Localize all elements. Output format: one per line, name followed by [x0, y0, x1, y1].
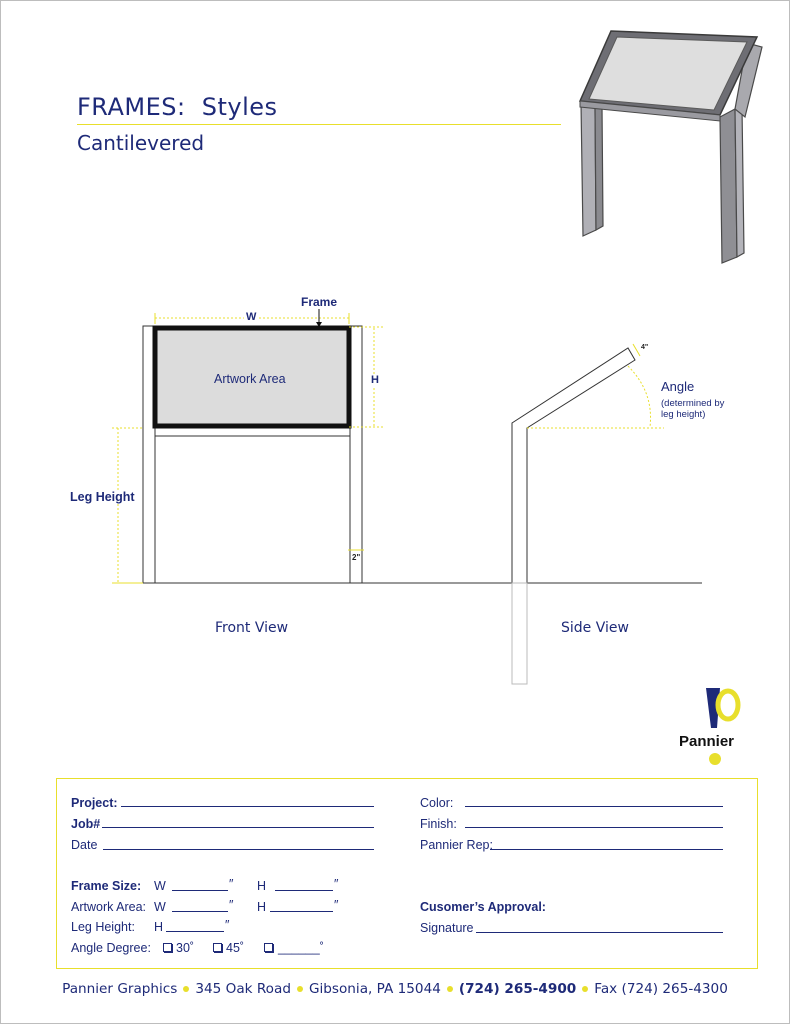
project-label: Project:: [71, 796, 118, 810]
angle-custom-field[interactable]: ______˚: [278, 941, 324, 955]
frame-size-h-field[interactable]: [275, 890, 333, 891]
artwork-w-field[interactable]: [172, 911, 228, 912]
footer-dot: [183, 986, 189, 992]
angle-30-label: 30˚: [176, 941, 195, 955]
footer: [0, 981, 790, 997]
footer-company: Pannier Graphics: [62, 981, 178, 997]
angle-45-label: 45˚: [226, 941, 245, 955]
footer-address: 345 Oak Road: [195, 981, 291, 997]
footer-dot: [297, 986, 303, 992]
finish-field[interactable]: [465, 827, 723, 828]
date-field[interactable]: [103, 849, 374, 850]
frame-size-w-field[interactable]: [172, 890, 228, 891]
front-view-label: Front View: [215, 620, 289, 636]
frame-label: Frame: [301, 295, 338, 309]
title-sub: Styles: [201, 93, 278, 121]
artwork-w-label: W: [154, 900, 166, 914]
frame-size-w-label: W: [154, 879, 166, 893]
title-main: FRAMES: [77, 93, 178, 121]
job-label: Job#: [71, 817, 101, 831]
color-field[interactable]: [465, 806, 723, 807]
footer-fax: Fax (724) 265-4300: [594, 981, 728, 997]
color-label: Color:: [420, 796, 454, 810]
frame-size-label: Frame Size:: [71, 879, 142, 893]
artwork-h-field[interactable]: [270, 911, 333, 912]
artwork-h-inch: ″: [334, 898, 339, 912]
frame-size-w-inch: ″: [229, 877, 234, 891]
height-label: H: [371, 374, 379, 386]
footer-phone: (724) 265-4900: [458, 981, 577, 997]
pannier-logo-text: Pannier: [679, 733, 735, 750]
angle-custom-checkbox[interactable]: [264, 943, 273, 952]
angle-note-2: leg height): [661, 409, 706, 420]
angle-30-checkbox[interactable]: [163, 943, 172, 952]
artwork-h-label: H: [257, 900, 267, 914]
footer-city: Gibsonia, PA 15044: [308, 981, 441, 997]
pannier-logo-icon: [700, 686, 750, 768]
angle-degree-label: Angle Degree:: [71, 941, 151, 955]
date-label: Date: [71, 838, 98, 852]
project-field[interactable]: [121, 806, 374, 807]
width-label: W: [246, 311, 257, 323]
finish-label: Finish:: [420, 817, 457, 831]
approval-label: Cusomer’s Approval:: [420, 900, 546, 914]
angle-label: Angle: [661, 379, 695, 394]
job-field[interactable]: [102, 827, 374, 828]
page-subtitle: Cantilevered: [77, 131, 205, 155]
leg-h-label: H: [154, 920, 164, 934]
frame-size-h-label: H: [257, 879, 267, 893]
leg-height-form-label: Leg Height:: [71, 920, 135, 934]
rep-field[interactable]: [490, 849, 723, 850]
title-colon: :: [177, 93, 186, 121]
angle-note-1: (determined by: [661, 398, 725, 409]
leg-h-inch: ″: [225, 918, 230, 932]
thickness-label: 4": [641, 344, 649, 351]
rep-label: Pannier Rep:: [420, 838, 493, 852]
signature-field[interactable]: [476, 932, 723, 933]
leg-width-label: 2": [352, 553, 361, 562]
artwork-w-inch: ″: [229, 898, 234, 912]
signature-label: Signature: [420, 921, 474, 935]
artwork-area-label: Artwork Area: [214, 372, 286, 386]
frame-size-h-inch: ″: [334, 877, 339, 891]
side-view-label: Side View: [561, 620, 629, 636]
footer-dot: [582, 986, 588, 992]
footer-dot: [447, 986, 453, 992]
leg-height-label: Leg Height: [70, 490, 135, 504]
leg-h-field[interactable]: [166, 931, 224, 932]
angle-45-checkbox[interactable]: [213, 943, 222, 952]
artwork-area-form-label: Artwork Area:: [71, 900, 147, 914]
